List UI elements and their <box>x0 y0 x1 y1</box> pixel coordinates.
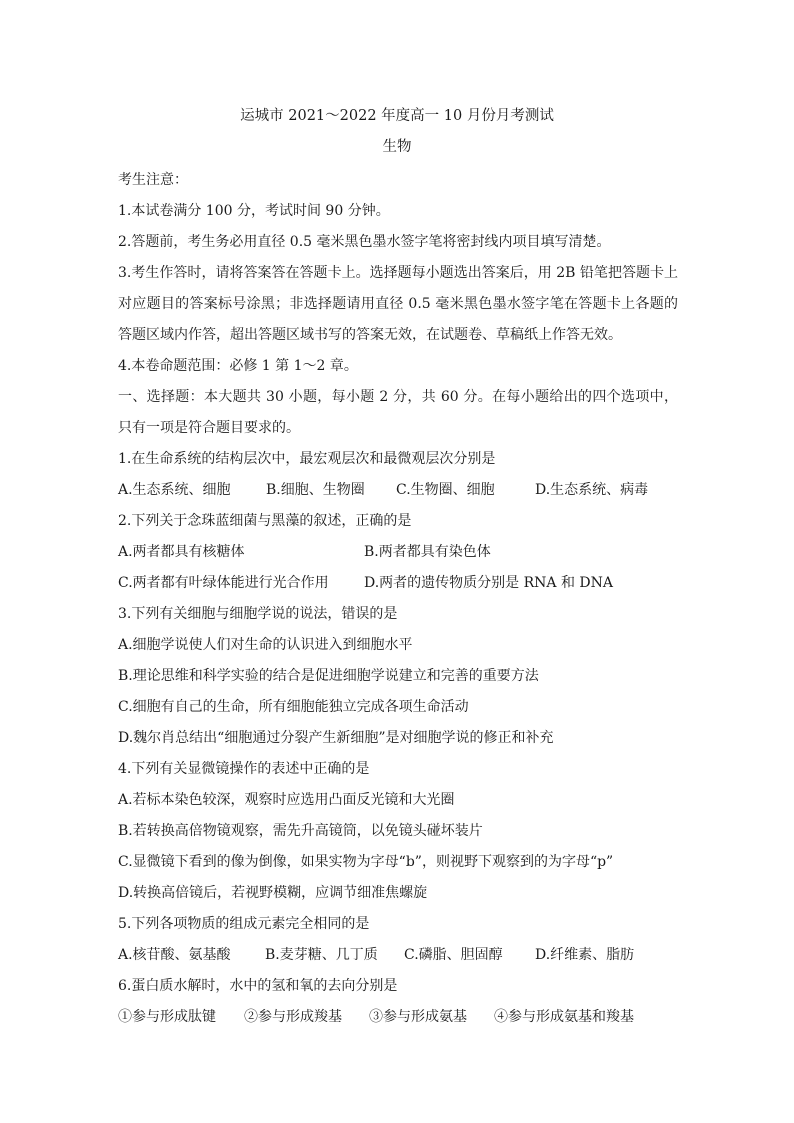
option-3: ③参与形成氨基 <box>369 1009 467 1025</box>
option-c: C.两者都有叶绿体能进行光合作用 <box>118 575 329 591</box>
option-a: A.生态系统、细胞 <box>118 482 231 498</box>
option-row <box>118 1002 678 1033</box>
option-row <box>118 537 678 568</box>
option-b: B.细胞、生物圈 <box>266 482 365 498</box>
option-b: B.理论思维和科学实验的结合是促进细胞学说建立和完善的重要方法 <box>118 668 539 684</box>
option-d: D.转换高倍镜后，若视野模糊，应调节细准焦螺旋 <box>118 885 428 901</box>
question-stem: 6.蛋白质水解时，水中的氢和氧的去向分别是 <box>118 978 398 994</box>
option-b: B.若转换高倍物镜观察，需先升高镜筒，以免镜头碰坏装片 <box>118 823 483 839</box>
section-heading: 一、选择题：本大题共 30 小题，每小题 2 分，共 60 分。在每小题给出的四个选项中，只有一项是符合题目要求的。 <box>118 389 678 436</box>
exam-subject: 生物 <box>382 139 412 155</box>
option-a: A.两者都具有核糖体 <box>118 544 245 560</box>
note-item: 1.本试卷满分 100 分，考试时间 90 分钟。 <box>118 203 390 219</box>
option-b: B.麦芽糖、几丁质 <box>265 947 378 963</box>
exam-title: 运城市 2021～2022 年度高一 10 月份月考测试 <box>240 108 554 124</box>
option-a: A.核苷酸、氨基酸 <box>118 947 231 963</box>
option-row <box>118 475 678 506</box>
option-a: A.若标本染色较深，观察时应选用凸面反光镜和大光圈 <box>118 792 455 808</box>
question-stem: 1.在生命系统的结构层次中，最宏观层次和最微观层次分别是 <box>118 451 496 467</box>
option-c: C.细胞有自己的生命，所有细胞能独立完成各项生命活动 <box>118 699 469 715</box>
option-d: D.纤维素、脂肪 <box>535 947 635 963</box>
option-d: D.两者的遗传物质分别是 RNA 和 DNA <box>364 575 614 591</box>
option-row <box>118 568 678 599</box>
option-b: B.两者都具有染色体 <box>364 544 491 560</box>
option-d: D.生态系统、病毒 <box>535 482 649 498</box>
option-2: ②参与形成羧基 <box>244 1009 342 1025</box>
option-row <box>118 940 678 971</box>
option-4: ④参与形成氨基和羧基 <box>494 1009 634 1025</box>
question-stem: 5.下列各项物质的组成元素完全相同的是 <box>118 916 370 932</box>
question-stem: 2.下列关于念珠蓝细菌与黑藻的叙述，正确的是 <box>118 513 412 529</box>
note-item: 3.考生作答时，请将答案答在答题卡上。选择题每小题选出答案后，用 2B 铅笔把答题卡上对应题目的答案标号涂黑；非选择题请用直径 0.5 毫米黑色墨水签字笔在答题卡上各题的答题区域内作答，超出答题区域书写的答案无效，在试题卷、草稿纸上作答无效。 <box>118 265 678 343</box>
note-item: 2.答题前，考生务必用直径 0.5 毫米黑色墨水签字笔将密封线内项目填写清楚。 <box>118 234 611 250</box>
exam-body <box>118 165 678 1033</box>
option-c: C.显微镜下看到的像为倒像，如果实物为字母“b”，则视野下观察到的为字母“p” <box>118 854 614 870</box>
option-c: C.生物圈、细胞 <box>396 482 495 498</box>
option-c: C.磷脂、胆固醇 <box>404 947 503 963</box>
notes-heading: 考生注意： <box>118 172 188 188</box>
option-a: A.细胞学说使人们对生命的认识进入到细胞水平 <box>118 637 413 653</box>
question-stem: 4.下列有关显微镜操作的表述中正确的是 <box>118 761 370 777</box>
option-1: ①参与形成肽键 <box>118 1009 216 1025</box>
question-stem: 3.下列有关细胞与细胞学说的说法，错误的是 <box>118 606 398 622</box>
note-item: 4.本卷命题范围：必修 1 第 1～2 章。 <box>118 358 358 374</box>
option-d: D.魏尔肖总结出“细胞通过分裂产生新细胞”是对细胞学说的修正和补充 <box>118 730 554 746</box>
